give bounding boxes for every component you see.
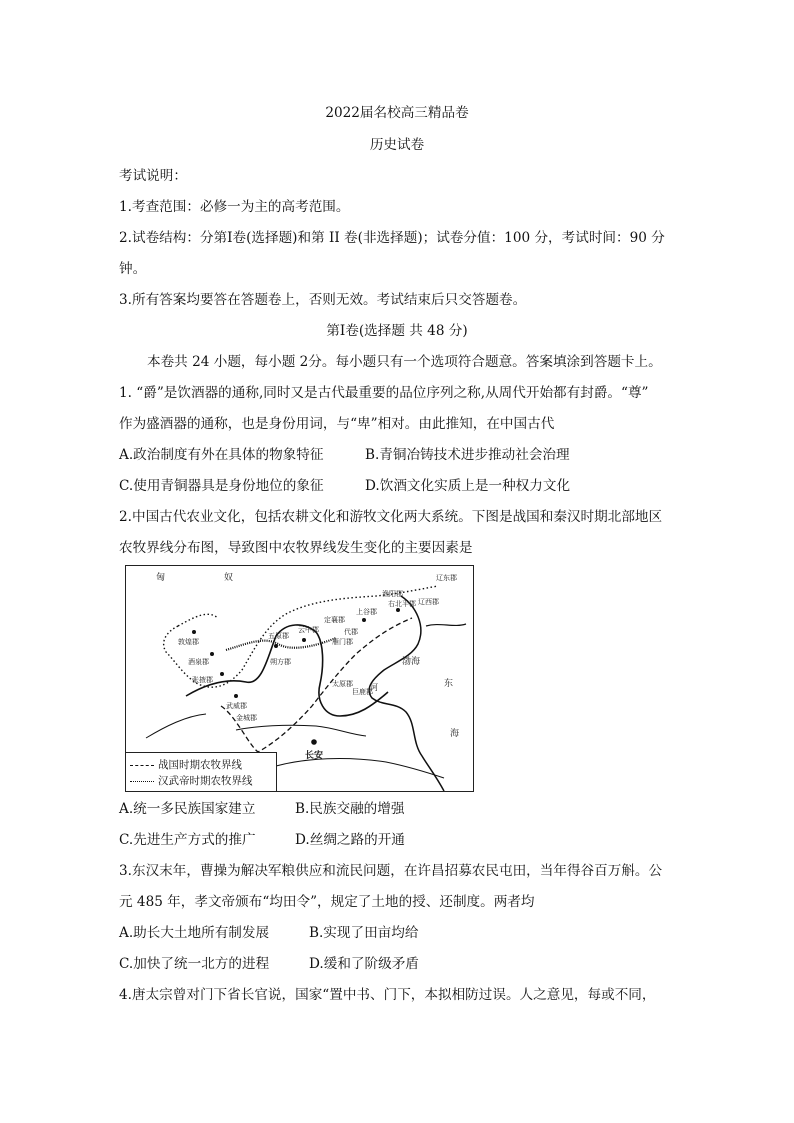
youbeiping-marker [396,608,400,612]
q4-stem-line1: 4.唐太宗曾对门下省长官说，国家“置中书、门下，本拟相防过误。人之意见，每或不同， [119,987,656,1003]
dai-label: 代郡 [344,628,358,636]
shuofang-label: 朔方郡 [270,658,291,666]
dingxiang-label: 定襄郡 [324,616,345,624]
q2-stem-line2: 农牧界线分布图，导致图中农牧界线发生变化的主要因素是 [119,540,473,556]
zhangye-label: 张掖郡 [192,676,213,684]
q1-option-c: C.使用青铜器具是身份地位的象征 [119,478,324,494]
q2-option-d: D.丝绸之路的开通 [295,832,405,848]
changan-label: 长安 [304,751,324,761]
wei-river [236,725,366,736]
jiuquan-marker [210,652,214,656]
dotted-line-symbol [130,781,154,782]
bohai-label: 渤海 [402,657,421,667]
han-wudi-boundary-west [178,614,218,626]
warring-states-boundary [221,618,412,752]
liaodong-label: 辽东郡 [436,574,457,582]
shanggu-label: 上谷郡 [356,608,377,616]
q2-option-a: A.统一多民族国家建立 [119,801,256,817]
wuyuan-label: 五原郡 [268,632,289,640]
section-title: 第Ⅰ卷(选择题 共 48 分) [326,323,468,339]
zhangye-marker [220,672,224,676]
exam-subject: 历史试卷 [369,137,425,153]
instruction-item-1: 1.考查范围：必修一为主的高考范围。 [119,199,350,215]
q2-stem-line1: 2.中国古代农业文化，包括农耕文化和游牧文化两大系统。下图是战国和秦汉时期北部地区 [119,509,663,525]
q3-stem-line2: 元 485 年，孝文帝颁布“均田令”，规定了土地的授、还制度。两者均 [119,894,535,910]
xiongnu-label-1: 匈 [156,573,166,583]
east-sea-label-1: 东 [444,679,454,689]
liaoxi-label: 辽西郡 [418,598,439,606]
q3-option-d: D.缓和了阶级矛盾 [309,956,419,972]
q1-option-b: B.青铜冶铸技术进步推动社会治理 [365,447,570,463]
q2-option-c: C.先进生产方式的推广 [119,832,256,848]
youbeiping-label: 右北平郡 [388,600,416,608]
q2-option-b: B.民族交融的增强 [295,801,405,817]
legend-warring-states [130,759,242,771]
farming-pastoral-boundary-map [125,565,474,792]
wuyuan-marker [274,644,278,648]
yanmen-label: 雁门郡 [332,638,353,646]
wuwei-label: 武威郡 [226,702,247,710]
shanggu-marker [362,618,366,622]
instruction-item-3: 3.所有答案均要答在答题卷上，否则无效。考试结束后只交答题卷。 [119,292,527,308]
instructions-heading: 考试说明： [119,168,187,184]
q3-stem-line1: 3.东汉末年，曹操为解决军粮供应和流民问题，在许昌招募农民屯田，当年得谷百万斛。公 [119,863,663,879]
dunhuang-marker [192,630,196,634]
changan-marker [311,739,317,745]
map-legend [126,752,277,791]
exam-title: 2022届名校高三精品卷 [325,105,469,121]
jincheng-label: 金城郡 [236,714,257,722]
western-river [146,714,206,738]
dunhuang-label: 敦煌郡 [178,638,199,646]
han-river [276,759,444,778]
taiyuan-label: 太原郡 [332,680,353,688]
q1-stem-line2: 作为盛酒器的通称，也是身份用词，与“卑”相对。由此推知，在中国古代 [119,416,555,432]
legend-dashed-label: 战国时期农牧界线 [158,759,242,771]
legend-dotted-label: 汉武帝时期农牧界线 [158,775,253,787]
liaodong-coast [426,624,466,626]
river-label: 河 [370,683,378,692]
q3-option-a: A.助长大土地所有制发展 [119,925,270,941]
section-intro: 本卷共 24 小题，每小题 2分。每小题只有一个选项符合题意。答案填涂到答题卡上。 [147,354,662,370]
q1-option-d: D.饮酒文化实质上是一种权力文化 [365,478,571,494]
julu-label: 巨鹿郡 [352,688,373,696]
q1-stem-line1: 1. “爵”是饮酒器的通称,同时又是古代最重要的品位序列之称,从周代开始都有封爵。“尊” [119,385,649,401]
instruction-item-2: 2.试卷结构：分第Ⅰ卷(选择题)和第 II 卷(非选择题)；试卷分值：100 分，考试时间：90 分 [119,230,665,246]
yuyang-label: 渔阳郡 [382,590,403,598]
q1-option-a: A.政治制度有外在具体的物象特征 [119,447,324,463]
q3-option-c: C.加快了统一北方的进程 [119,956,270,972]
jiuquan-label: 酒泉郡 [188,658,209,666]
east-sea-label-2: 海 [450,729,460,739]
wuwei-marker [234,694,238,698]
legend-han-wudi [130,775,253,787]
yunzhong-marker [302,638,306,642]
instruction-item-2-cont: 钟。 [119,261,147,277]
q3-option-b: B.实现了田亩均给 [309,925,419,941]
xiongnu-label-2: 奴 [224,573,234,583]
yunzhong-label: 云中郡 [298,626,319,634]
dashed-line-symbol [130,765,154,766]
